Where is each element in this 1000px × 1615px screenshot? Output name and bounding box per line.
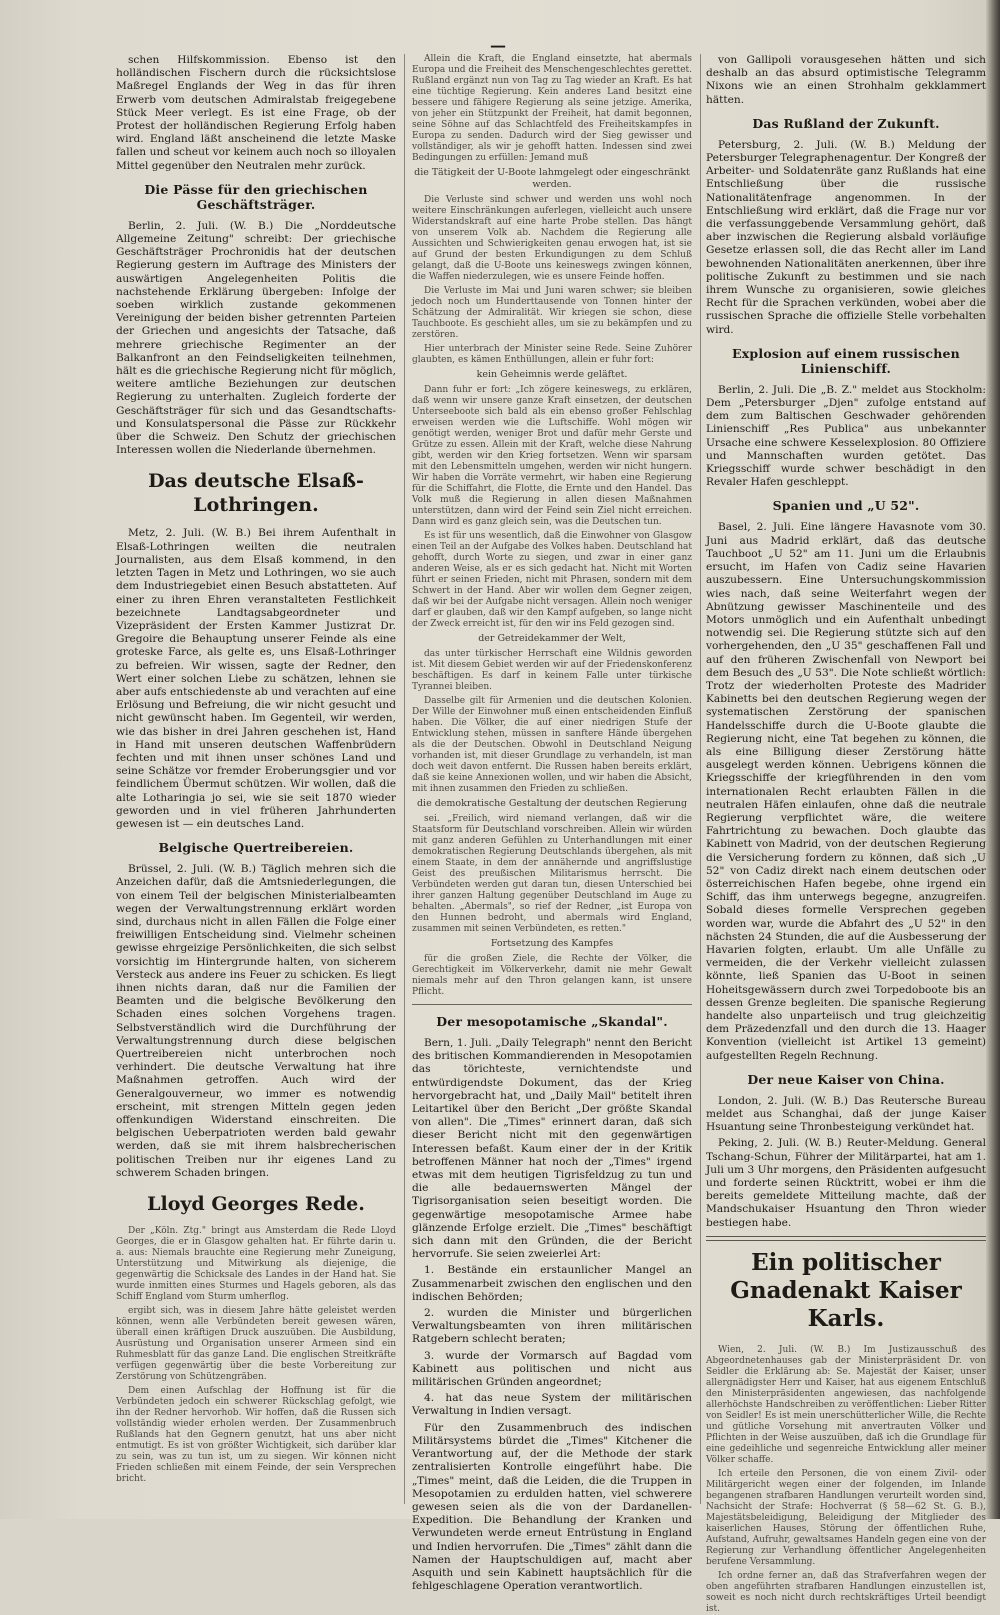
article-text: Hier unterbrach der Minister seine Rede. Seine Zuhörer glaubten, es kämen Enthüllungen, allein er fuhr fort: [412,344,692,365]
article-text: schen Hilfskommission. Ebenso ist den holländischen Fischern durch die rücksichtslose Maßregel Englands der Weg in das für ihren Erwerb vom deutschen Admiralstab freigegebene Stück Meer verlegt. Es ist eine Frage, ob der Protest der holländischen Regierung Erfolg haben wird. England läßt anscheinend die letzte Maske fallen und scheut vor keinem auch noch so illoyalen Mittel gegenüber den Neutralen mehr zurück. [116,54,396,172]
column-middle [412,54,692,1593]
article-text: London, 2. Juli. (W. B.) Das Reutersche Bureau meldet aus Schanghai, daß der junge Kaiser Hsuantung seine Thronbesteigung verkündet hat. [706,1094,986,1134]
article-text: 2. wurden die Minister und bürgerlichen Verwaltungsbeamten von ihren militärischen Ratgebern schlecht beraten; [412,1307,692,1346]
article-text: 3. wurde der Vormarsch auf Bagdad vom Kabinett aus politischen und nicht aus militärischen Gründen angeordnet; [412,1349,692,1389]
headline-lloyd-george-speech: Lloyd Georges Rede. [147,1193,365,1216]
headline-belgian-intrigues: Belgische Quertreibereien. [158,840,354,856]
article-text: das unter türkischer Herrschaft eine Wildnis geworden ist. Mit diesem Gebiet werden wir auf der Friedenskonferenz beschäftigen. Es darf in keinem Falle unter türkische Tyrannei bleiben. [412,649,692,692]
section-rule [706,1236,986,1241]
article-text: Bern, 1. Juli. „Daily Telegraph" nennt den Bericht des britischen Kommandierenden in Mesopotamien das törichteste, vernichtendste und entwürdigendste Dokument, das der Krieg hervorgebracht hat, und „Daily Mail" betitelt ihren Leitartikel über den Bericht „Der größte Skandal von allen". Die „Times" erinnert daran, daß sich dieser Bericht nicht mit den gegenwärtigen Interessen befaßt. Kaum einer der in der Kritik betroffenen Männer hat noch der „Times" irgend etwas mit dem heutigen Tigrisfeldzug zu tun und die alle bedauernswerten Mängel der Tigrisorganisation seien beseitigt worden. Die gegenwärtige mesopotamische Armee habe glänzende Erfolge erzielt. Die „Times" beschäftigt sich dann mit den Gründen, die der Bericht hervorrufe. Sie seien zweierlei Art: [412,1037,692,1261]
article-text: Allein die Kraft, die England einsetzte, hat abermals Europa und die Freiheit des Menschengeschlechtes gerettet. Rußland ergänzt nun von Tag zu Tag wieder an Kraft. Es hat eine tüchtige Regierung. Kein anderes Land besitzt eine bessere und fähigere Regierung als seine jetzige. Amerika, von jeher ein Stützpunkt der Freiheit, hat damit begonnen, seine Söhne auf das Schlachtfeld des Freiheitskampfes in Europa zu senden. Dadurch wird der Sieg gewisser und vollständiger, als wir je gehofft hatten. Indessen sind zwei Bedingungen zu erfüllen: Jemand muß [412,54,692,163]
subheading: Fortsetzung des Kampfes [490,938,614,949]
article-text: Die Verluste im Mai und Juni waren schwer; sie bleiben jedoch noch um Hunderttausende von Tonnen hinter der Schätzung der Admiralität. Wir kriegen sie schon, diese Tauchboote. Es geschieht alles, um sie zu bekämpfen und zu zerstören. [412,286,692,340]
headline-greek-passports: Die Pässe für den griechischen Geschäftsträger. [144,181,368,212]
article-text: Es ist für uns wesentlich, daß die Einwohner von Glasgow einen Teil an der Aufgabe des Volkes haben. Deutschland hat gehofft, durch Worte zu siegen, und zwar in einer ganz anderen Weise, als er es sich gedacht hat. Nicht mit Worten führt er seinen Frieden, nicht mit Phrasen, sondern mit dem Schwert in der Hand. Aber wir wollen dem Gegner zeigen, daß wir bei der Aufgabe nicht versagen. Allein noch weniger darf er glauben, daß wir den Kampf aufgeben, so lange nicht der Zweck erreicht ist, für den wir ins Feld gezogen sind. [412,531,692,629]
section-rule [412,1004,692,1005]
article-text: von Gallipoli vorausgesehen hätten und sich deshalb an das absurd optimistische Telegramm Nixons wie an einen Strohhalm gekklammert hätten. [706,54,986,106]
article-text: Wien, 2. Juli. (W. B.) Im Justizausschuß des Abgeordnetenhauses gab der Ministerpräsident Dr. von Seidler die Erklärung ab: Se. Majestät der Kaiser, unser allergnädigster Herr und Kaiser, hat aus eigenem Entschluß den Ministerpräsidenten angewiesen, das nachfolgende allerhöchste Handschreiben zu veröffentlichen: Lieber Ritter von Seidler! Es ist mein unerschütterlicher Wille, die Rechte und gütliche Vorsehung mit anvertrauten Völker und Pflichten in der Weise auszuüben, daß ich die Grundlage für eine gedeihliche und segenreiche Entwicklung aller meiner Völker schaffe. [706,1344,986,1465]
article-text: für die großen Ziele, die Rechte der Völker, die Gerechtigkeit im Völkerverkehr, damit nie mehr Gewalt niemals mehr auf den Thron gelangen kann, ist unsere Pflicht. [412,954,692,997]
article-text: Peking, 2. Juli. (W. B.) Reuter-Meldung. General Tschang-Schun, Führer der Militärpartei, hat am 1. Juli um 3 Uhr morgens, den Präsidenten aufgesucht und forderte seinen Rücktritt, wobei er ihm die bereits gemeldete Mitteilung machte, daß der Mandschukaiser Hsuantung den Thron wieder bestiegen habe. [706,1137,986,1229]
article-text: Dem einen Aufschlag der Hoffnung ist für die Verbündeten jedoch ein schwerer Rückschlag gefolgt, wie ihn der Redner hervorhob. Wir hoffen, daß die Russen sich vollständig wieder erholen werden. Der Zusammenbruch Rußlands hat den Gegnern genutzt, hat uns aber nicht entmutigt. Es ist von größter Wichtigkeit, sich darüber klar zu sein, was zu tun ist, um zu siegen. Wir können nicht Frieden schließen mit einem Feinde, der sein Versprechen bricht. [116,1386,396,1485]
article-text: Petersburg, 2. Juli. (W. B.) Meldung der Petersburger Telegraphenagentur. Der Kongreß der Arbeiter- und Soldatenräte ganz Rußlands hat eine Entschließung über die russische Nationalitätenfrage angenommen. In der Entschließung wird erklärt, daß die Frage nur vor die verfassunggebende Versammlung gehört, daß aber inzwischen die Regierung alsbald vorläufige Gesetze erlassen soll, die das Recht aller im Land bewohnenden Nationalitäten anerkennen, über ihre politische Zukunft zu bestimmen und sie nach ihrem Wunsche zu organisieren, sowie gleiches Recht für die Sprachen verkünden, wobei aber die russischen Sprache die offizielle Stelle vorbehalten wird. [706,138,986,336]
article-text: Basel, 2. Juli. Eine längere Havasnote vom 30. Juni aus Madrid erklärt, daß das deutsche Tauchboot „U 52" am 11. Juni um die Erlaubnis ersucht, im Hafen von Cadiz seine Havarien auszubessern. Eine Untersuchungskommission wies nach, daß seine Weiterfahrt wegen der Abnützung gewisser Maschinenteile und des Motors unmöglich und ein Aufenthalt unbedingt notwendig sei. Die Regierung stützte sich auf den vorhergehenden, den „U 35" geschaffenen Fall und auf den früheren Zwischenfall von Newport bei dem Besuch des „U 53". Die Note schließt wörtlich: Trotz der wiederholten Proteste des Madrider Kabinetts bei den deutschen Regierung wegen der systematischen Zerstörung der spanischen Handelsschiffe durch die U-Boote glaubte die Regierung nicht, eine Tat begehen zu können, die als eine Billigung dieser Zerstörung hätte ausgelegt werden können. Uebrigens können die Kriegsschiffe der kriegführenden in den vom internationalen Recht erlaubten Fällen in die neutralen Häfen einlaufen, ohne daß die neutrale Regierung verpflichtet wäre, die weitere Fahrtrichtung zu bewachen. Doch glaubte das Kabinett von Madrid, von der deutschen Regierung die Versicherung fordern zu können, daß sich „U 52" von Cadiz direkt nach einem deutschen oder österreichischen Hafen begebe, ohne irgend ein Schiff, das ihm unterwegs begegne, anzugreifen. Sobald dieses formelle Versprechen gegeben worden war, wurde die Abfahrt des „U 52" in den nächsten 24 Stunden, die auf die Ausbesserung der Havarien folgten, erlaubt. Um alle Unfälle zu vermeiden, die der Verkehr vielleicht zulassen könnte, ließ Spanien das U-Boot in seinen Hoheitsgewässern durch zwei Torpedoboote bis an dessen Grenze begleiten. Die spanische Regierung handelte also unparteiisch und trug gleichzeitig dem Präzedenzfall und den durch die 13. Haager Konvention (vielleicht ist Artikel 13 gemeint) aufgestellten Regeln Rechnung. [706,521,986,1062]
article-text: Ich erteile den Personen, die von einem Zivil- oder Militärgericht wegen einer der folgenden, im Inlande begangenen strafbaren Handlungen verurteilt worden sind, Nachsicht der Strafe: Hochverrat (§ 58—62 St. G. B.), Majestätsbeleidigung, Beleidigung der Mitglieder des kaiserlichen Hauses, Störung der öffentlichen Ruhe, Aufstand, Aufruhr, gewaltsames Handeln gegen eine von der Regierung zur Verhandlung öffentlicher Angelegenheiten berufene Versammlung. [706,1468,986,1567]
article-text: 1. Bestände ein erstaunlicher Mangel an Zusammenarbeit zwischen den englischen und den indischen Behörden; [412,1264,692,1303]
article-text: Berlin, 2. Juli. Die „B. Z." meldet aus Stockholm: Dem „Petersburger „Djen" zufolge entstand auf dem zum Baltischen Geschwader gehörenden Linienschiff „Res Publica" aus unbekannter Ursache eine schwere Kesselexplosion. 80 Offiziere und Mannschaften wurden getötet. Das Kriegsschiff wurde schwer beschädigt in den Revaler Hafen geschleppt. [706,383,986,489]
page-edge-shadow [986,0,1000,1519]
article-text: Dann fuhr er fort: „Ich zögere keineswegs, zu erklären, daß wenn wir unsere ganze Kraft einsetzen, der deutschen Unterseeboote sich bald als ein ebenso großer Fehlschlag erweisen werden wie die Luftschiffe. Wohl mögen wir genötigt werden, weniger Brot und dafür mehr Gerste und Grütze zu essen. Allein mit der Kraft, welche diese Nahrung gibt, werden wir den Krieg fortsetzen. Wenn wir sparsam mit den Lebensmitteln umgehen, werden wir nicht hungern. Wir haben die Vorräte vermehrt, wir haben eine Regierung für die Schiffahrt, die Flotte, die Ernte und den Handel. Das Volk muß die Regierung in allen diesen Maßnahmen unterstützen, dann wird der Feind sein Ziel nicht erreichen. Dann wird es ganz gleich sein, was die Deutschen tun. [412,385,692,527]
headline-new-emperor-china: Der neue Kaiser von China. [747,1071,945,1087]
article-text: sei. „Freilich, wird niemand verlangen, daß wir die Staatsform für Deutschland vorschreiben. Allein wir würden mit ganz anderen Gefühlen zu Unterhandlungen mit einer demokratischen Regierung Deutschlands übergehen, als mit einem Staate, in dem der annähernde und angriffslustige Geist des preußischen Militarismus herrscht. Die Verbündeten werden gut daran tun, diesen Unterschied bei ihrer ganzen Haltung gegenüber Deutschland im Auge zu behalten. „Abermals", so rief der Redner, „ist Europa von den Hunnen bedroht, und abermals wird England, zusammen mit seinen Verbündeten, es retten." [412,814,692,934]
headline-russia-future: Das Rußland der Zukunft. [752,115,940,131]
headline-spain-u52: Spanien und „U 52". [772,498,920,514]
page-folio: — [490,36,506,55]
column-rule [404,54,405,1504]
subheading: die Tätigkeit der U-Boote lahmgelegt oder eingeschränkt werden. [414,167,690,190]
subheading: der Getreidekammer der Welt, [478,633,626,644]
article-text: ergibt sich, was in diesem Jahre hätte geleistet werden können, wenn alle Verbündeten bereit gewesen wären, überall einen kräftigen Druck auszuüben. Die Ausbildung, Ausrüstung und Organisation unserer Armeen sind ein Ruhmesblatt für das ganze Land. Die englischen Streitkräfte verfügen gegenwärtig über die beste Vorbereitung zur Zerstörung von Schützengräben. [116,1306,396,1383]
article-text: Ich ordne ferner an, daß das Strafverfahren wegen der oben angeführten strafbaren Handlungen einzustellen ist, soweit es noch nicht durch rechtskräftiges Urteil beendigt ist. [706,1570,986,1614]
subheading: kein Geheimnis werde geläftet. [476,369,628,380]
article-text: Berlin, 2. Juli. (W. B.) Die „Norddeutsche Allgemeine Zeitung" schreibt: Der griechische Geschäftsträger Prochronidis hat der deutschen Regierung gestern im Auftrage des Ministers der auswärtigen Angelegenheiten Politis die nachstehende Erklärung übergeben: Infolge der soeben wirklich zustande gekommenen Vereinigung der beiden bisher getrennten Parteien der Griechen und angesichts der Tatsache, daß mehrere griechische Regimenter an der Balkanfront an den Feindseligkeiten teilnehmen, hält es die griechische Regierung nicht für möglich, weitere amtliche Beziehungen zur deutschen Regierung zu unterhalten. Zugleich forderte der Geschäftsträger für sich und das Gesandtschafts- und Konsulatspersonal die Pässe zur Rückkehr über die Schweiz. Den Schutz der griechischen Interessen wollen die Niederlande übernehmen. [116,219,396,457]
headline-mesopotamia-scandal: Der mesopotamische „Skandal". [436,1014,668,1029]
column-rule [700,54,701,1504]
headline-explosion-russian-ship: Explosion auf einem russischen Linienschiff. [732,345,960,376]
article-text: Der „Köln. Ztg." bringt aus Amsterdam die Rede Lloyd Georges, die er in Glasgow gehalten hat. Er führte darin u. a. aus: Niemals brauchte eine Regierung mehr Zuneigung, Unterstützung und Mitwirkung als diejenige, die gegenwärtig die Schicksale des Landes in der Hand hat. Sie wurde inmitten eines Sturmes und Hagels geboren, als das Schiff England vom Sturm umherflog. [116,1226,396,1303]
headline-emperor-karl-pardon: Ein politischer Gnadenakt Kaiser Karls. [730,1248,962,1332]
article-text: Die Verluste sind schwer und werden uns wohl noch weitere Einschränkungen auferlegen, vielleicht auch unsere Widerstandskraft auf eine harte Probe stellen. Das hängt von unserem Volk ab. Nachdem die Regierung alle Aussichten und Schwierigkeiten genau erwogen hat, ist sie auf Grund der besten Erkundigungen zu dem Schluß gelangt, daß die U-Boote uns keineswegs zwingen können, die Waffen niederzulegen, wie es unsere Feinde hoffen. [412,195,692,282]
headline-alsace-lorraine: Das deutsche Elsaß-Lothringen. [148,470,364,517]
article-text: Für den Zusammenbruch des indischen Militärsystems bürdet die „Times" Kitchener die Verantwortung auf, der die Methode der stark zentralisierten Kontrolle eingeführt habe. Die „Times" meint, daß die Leiden, die die Truppen in Mesopotamien zu erdulden hatten, viel schwerere gewesen seien als die von der Dardanellen-Expedition. Die Behandlung der Kranken und Verwundeten werde erneut Entrüstung in England und Indien hervorrufen. Die „Times" zählt dann die Namen der Hauptschuldigen auf, macht aber Asquith und sein Kabinett hauptsächlich für die fehlgeschlagene Operation verantwortlich. [412,1421,692,1593]
column-left [116,54,396,1509]
subheading: die demokratische Gestaltung der deutschen Regierung [416,798,688,809]
article-text: Metz, 2. Juli. (W. B.) Bei ihrem Aufenthalt in Elsaß-Lothringen weilten die neutralen Journalisten, aus dem Elsaß kommend, in den letzten Tagen in Metz und Lothringen, wo sie auch dem Industriegebiet einen Besuch abstatteten. Auf einer zu ihren Ehren veranstalteten Festlichkeit bezeichnete Landtagsabgeordneter und Vizepräsident der Ersten Kammer Justizrat Dr. Gregoire die Behauptung unserer Feinde als eine groteske Farce, als gelte es, uns Elsaß-Lothringer zu befreien. Wir wissen, sagte der Redner, den Wert einer solchen Liebe zu schätzen, lehnen sie aber aufs entschiedenste ab und verachten auf eine Erlösung und Befreiung, die wir nicht gesucht und nicht gewünscht haben. Im Gegenteil, wir werden, wie das bisher in drei Jahren geschehen ist, Hand in Hand mit unseren deutschen Waffenbrüdern fechten und mit ihnen unser schönes Land und seine Schätze vor fremder Eroberungsgier und vor feindlichem Übermut schützen. Wir wollen, daß die alte Lotharingia jo sei, wie sie seit 1870 wieder geworden und in viel früheren Jahrhunderten gewesen ist — ein deutsches Land. [116,527,396,830]
article-text: 4. hat das neue System der militärischen Verwaltung in Indien versagt. [412,1392,692,1418]
column-right [706,54,986,1614]
article-text: Brüssel, 2. Juli. (W. B.) Täglich mehren sich die Anzeichen dafür, daß die Amtsniederlegungen, die von einem Teil der belgischen Ministerialbeamten wegen der Verwaltungstrennung erklärt worden sind, durchaus nicht in allen Fällen die Folge einer freiwilligen Entscheidung sind. Vielmehr scheinen gewisse ehrgeizige Persönlichkeiten, die sich selbst vorsichtig im Hintergrunde halten, von sicherem Versteck aus andere ins Feuer zu schicken. Es liegt ihnen nichts daran, daß nur die Familien der Beamten und die belgische Bevölkerung den Schaden eines solchen Vorgehens tragen. Selbstverständlich wird die Durchführung der Verwaltungstrennung durch diese belgischen Quertreibereien nicht unterbrochen noch verhindert. Die deutsche Verwaltung hat ihre Maßnahmen getroffen. Auch wird der Generalgouverneur, wo immer es notwendig erscheint, mit strengen Mitteln gegen jeden offenkundigen Widerstand einschreiten. Die belgischen Ueberpatrioten werden bald gewahr werden, daß sie mit ihrem halsbrecherischen politischen Treiben nur ihr eigenes Land zu schwerem Schaden bringen. [116,863,396,1179]
article-text: Dasselbe gilt für Armenien und die deutschen Kolonien. Der Wille der Einwohner muß einen entscheidenden Einfluß haben. Die Völker, die auf einer niedrigen Stufe der Entwicklung stehen, müssen in sanftere Hände übergehen als die der Deutschen. Obwohl in Deutschland Neigung vorhanden ist, mit dieser Grundlage zu verhandeln, ist man doch weit davon entfernt. Die Russen haben bereits erklärt, daß sie keine Annexionen wollen, und wir haben die Absicht, mit ihnen zusammen den Frieden zu schließen. [412,696,692,794]
